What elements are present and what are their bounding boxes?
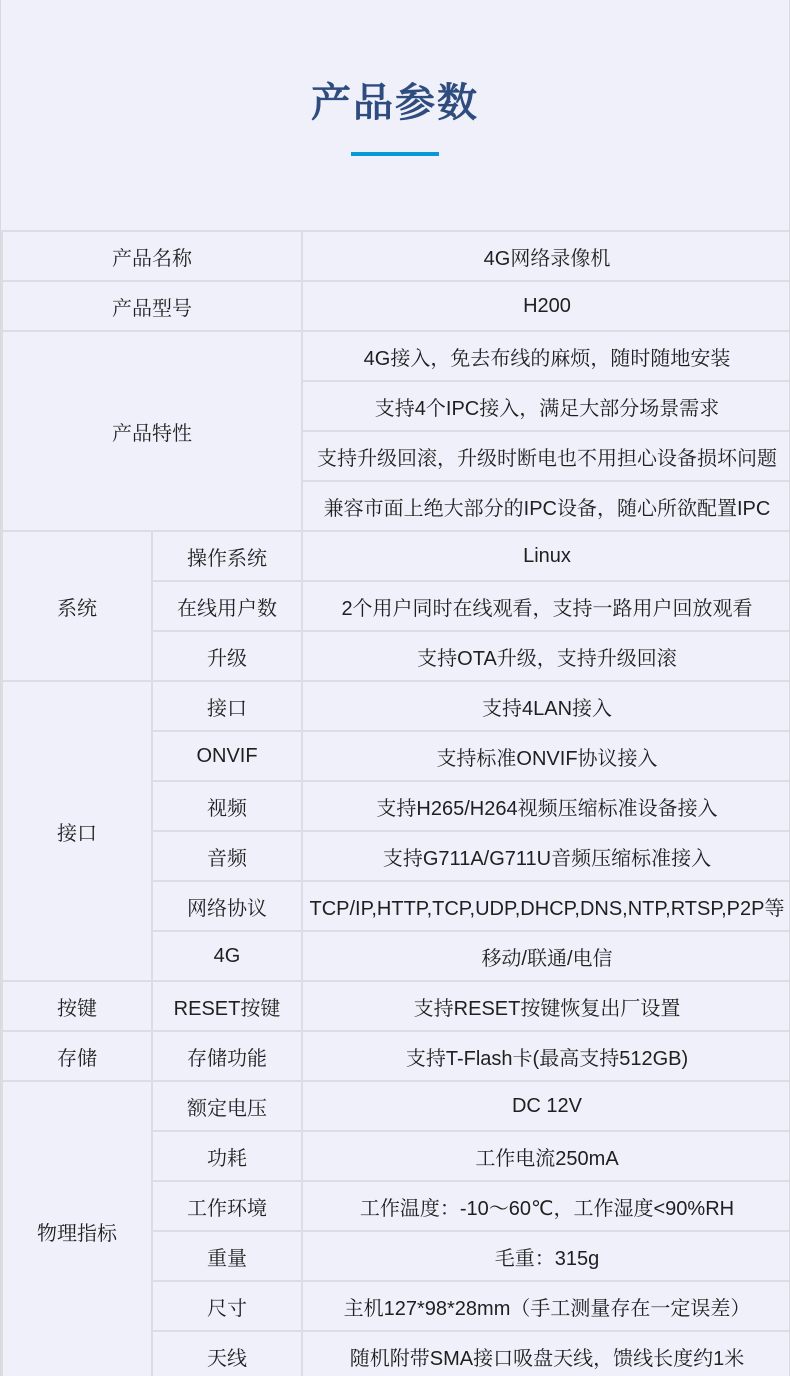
spec-label: 音频	[152, 831, 302, 881]
page-title: 产品参数	[311, 81, 479, 125]
spec-label: RESET按键	[152, 981, 302, 1031]
spec-label: 额定电压	[152, 1081, 302, 1131]
table-row	[2, 331, 790, 381]
group-label: 按键	[2, 981, 152, 1031]
spec-value: TCP/IP,HTTP,TCP,UDP,DHCP,DNS,NTP,RTSP,P2P等	[302, 881, 790, 931]
group-label: 物理指标	[2, 1081, 152, 1376]
spec-value: H200	[302, 281, 790, 331]
spec-value: 支持T-Flash卡(最高支持512GB)	[302, 1031, 790, 1081]
spec-value: 随机附带SMA接口吸盘天线，馈线长度约1米	[302, 1331, 790, 1376]
spec-value: 支持OTA升级，支持升级回滚	[302, 631, 790, 681]
spec-value: 工作电流250mA	[302, 1131, 790, 1181]
spec-value: 2个用户同时在线观看，支持一路用户回放观看	[302, 581, 790, 631]
spec-value: 移动/联通/电信	[302, 931, 790, 981]
spec-value: DC 12V	[302, 1081, 790, 1131]
spec-value: 支持4LAN接入	[302, 681, 790, 731]
table-row	[2, 281, 790, 331]
spec-value: 4G网络录像机	[302, 231, 790, 281]
spec-value: 支持G711A/G711U音频压缩标准接入	[302, 831, 790, 881]
table-row	[2, 1031, 790, 1081]
spec-value: 工作温度：-10～60℃，工作湿度<90%RH	[302, 1181, 790, 1231]
spec-value: 支持升级回滚，升级时断电也不用担心设备损坏问题	[302, 431, 790, 481]
spec-value: 4G接入，免去布线的麻烦，随时随地安装	[302, 331, 790, 381]
spec-label: 网络协议	[152, 881, 302, 931]
spec-label: 升级	[152, 631, 302, 681]
spec-label: 视频	[152, 781, 302, 831]
table-row	[2, 1081, 790, 1131]
table-row	[2, 981, 790, 1031]
spec-label: 4G	[152, 931, 302, 981]
spec-label: 工作环境	[152, 1181, 302, 1231]
spec-value: 主机127*98*28mm（手工测量存在一定误差）	[302, 1281, 790, 1331]
spec-value: 支持标准ONVIF协议接入	[302, 731, 790, 781]
group-label: 存储	[2, 1031, 152, 1081]
spec-table	[1, 230, 790, 1376]
group-label: 产品特性	[2, 331, 302, 531]
group-label: 系统	[2, 531, 152, 681]
spec-value: 支持H265/H264视频压缩标准设备接入	[302, 781, 790, 831]
table-row	[2, 681, 790, 731]
spec-label: 功耗	[152, 1131, 302, 1181]
spec-label: 接口	[152, 681, 302, 731]
spec-label: 重量	[152, 1231, 302, 1281]
group-label: 产品名称	[2, 231, 302, 281]
spec-label: ONVIF	[152, 731, 302, 781]
spec-value: 支持RESET按键恢复出厂设置	[302, 981, 790, 1031]
title-underline	[351, 152, 439, 156]
spec-label: 操作系统	[152, 531, 302, 581]
spec-label: 存储功能	[152, 1031, 302, 1081]
spec-value: 兼容市面上绝大部分的IPC设备，随心所欲配置IPC	[302, 481, 790, 531]
group-label: 接口	[2, 681, 152, 981]
spec-label: 天线	[152, 1331, 302, 1376]
spec-value: 毛重：315g	[302, 1231, 790, 1281]
table-row	[2, 231, 790, 281]
table-row	[2, 531, 790, 581]
spec-value: 支持4个IPC接入，满足大部分场景需求	[302, 381, 790, 431]
title-section	[1, 0, 789, 230]
spec-label: 尺寸	[152, 1281, 302, 1331]
spec-label: 在线用户数	[152, 581, 302, 631]
spec-value: Linux	[302, 531, 790, 581]
group-label: 产品型号	[2, 281, 302, 331]
